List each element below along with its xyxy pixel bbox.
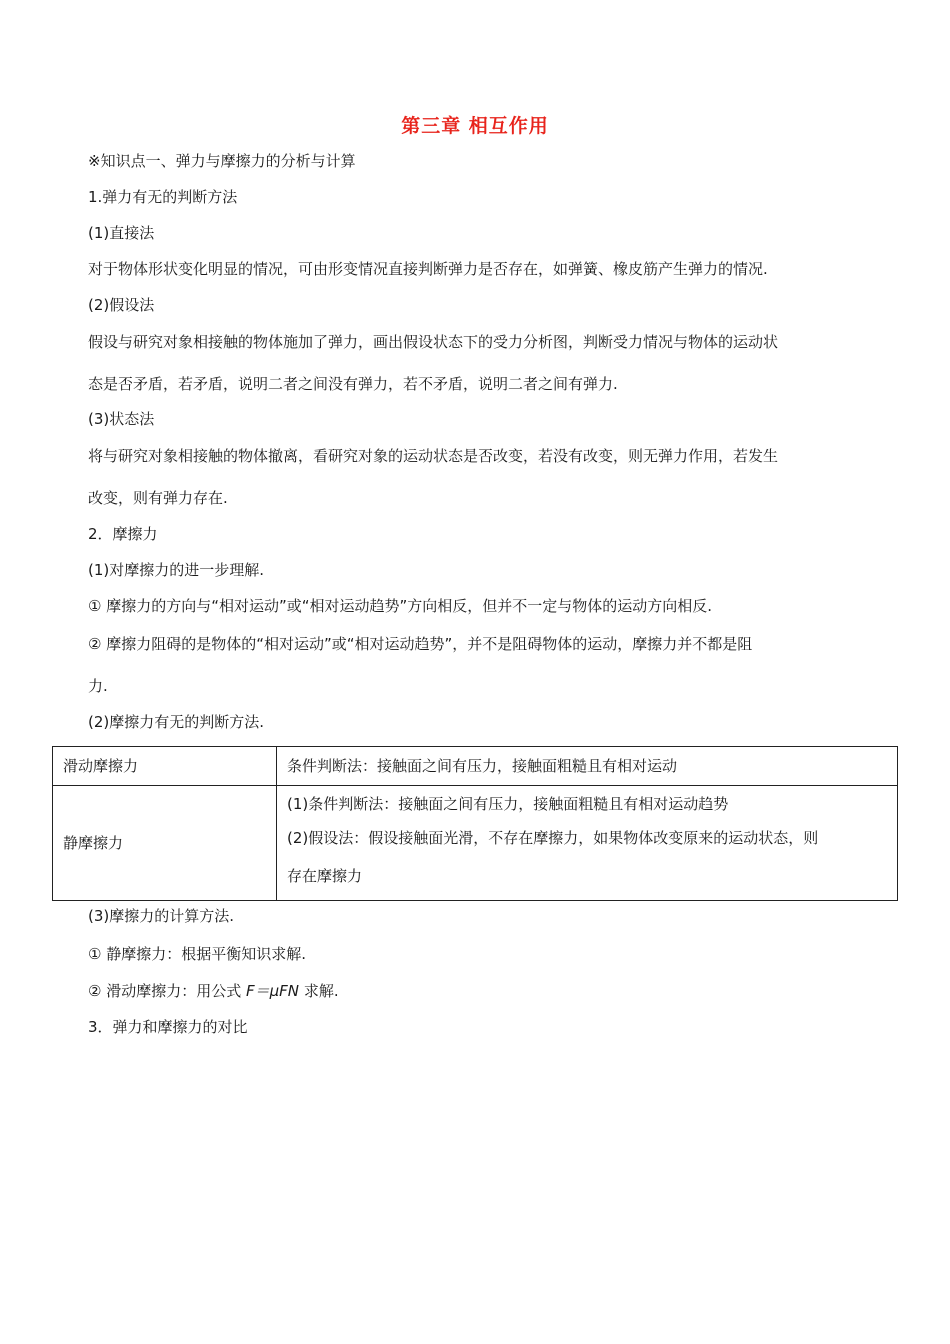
method-assume-text-1: 假设与研究对象相接触的物体施加了弹力，画出假设状态下的受力分析图，判断受力情况与物体的运动状	[88, 333, 779, 351]
friction-point-2-line-1: ② 摩擦力阻碍的是物体的“相对运动”或“相对运动趋势”，并不是阻碍物体的运动，摩擦力并不都是阻	[88, 635, 753, 653]
method-assume-text-2: 态是否矛盾，若矛盾，说明二者之间没有弹力，若不矛盾，说明二者之间有弹力.	[88, 375, 618, 393]
method-state-text-1: 将与研究对象相接触的物体撤离，看研究对象的运动状态是否改变，若没有改变，则无弹力作用，若发生	[88, 447, 779, 465]
static-friction-assume-1: (2)假设法：假设接触面光滑，不存在摩擦力，如果物体改变原来的运动状态，则	[287, 829, 819, 847]
sliding-friction-label: 滑动摩擦力	[63, 757, 139, 775]
friction-judgement-table	[52, 746, 898, 901]
method-direct-heading: (1)直接法	[88, 224, 155, 242]
sliding-friction-condition: 条件判断法：接触面之间有压力，接触面粗糙且有相对运动	[287, 757, 678, 775]
friction-calc-heading: (3)摩擦力的计算方法.	[88, 907, 235, 925]
section-3-heading: 3．弹力和摩擦力的对比	[88, 1018, 248, 1036]
static-friction-condition: (1)条件判断法：接触面之间有压力，接触面粗糙且有相对运动趋势	[287, 795, 729, 813]
section-1-heading: 1.弹力有无的判断方法	[88, 188, 238, 206]
table-cell-static-text	[277, 786, 898, 901]
static-friction-label: 静摩擦力	[63, 834, 124, 852]
friction-judge-heading: (2)摩擦力有无的判断方法.	[88, 713, 265, 731]
method-state-heading: (3)状态法	[88, 410, 155, 428]
sliding-calc-prefix: ② 滑动摩擦力：用公式	[88, 982, 242, 1000]
method-assume-heading: (2)假设法	[88, 296, 155, 314]
method-direct-text: 对于物体形状变化明显的情况，可由形变情况直接判断弹力是否存在，如弹簧、橡皮筋产生弹力的情况.	[88, 260, 768, 278]
sliding-calc-suffix: 求解.	[303, 982, 339, 1000]
static-friction-assume-2: 存在摩擦力	[287, 867, 363, 885]
table-row	[53, 747, 898, 786]
friction-point-2-line-2: 力.	[88, 677, 108, 695]
static-friction-calc: ① 静摩擦力：根据平衡知识求解.	[88, 945, 306, 963]
chapter-title: 第三章 相互作用	[401, 115, 549, 137]
table-row	[53, 786, 898, 901]
friction-understanding-heading: (1)对摩擦力的进一步理解.	[88, 561, 265, 579]
friction-formula: F＝μFN	[246, 982, 300, 1000]
knowledge-point-heading: ※知识点一、弹力与摩擦力的分析与计算	[88, 152, 356, 170]
friction-point-1: ① 摩擦力的方向与“相对运动”或“相对运动趋势”方向相反，但并不一定与物体的运动方向相反.	[88, 597, 713, 615]
table-cell-static-label	[53, 786, 277, 901]
table-cell-sliding-label	[53, 747, 277, 786]
section-2-heading: 2．摩擦力	[88, 525, 158, 543]
table-cell-sliding-text	[277, 747, 898, 786]
sliding-friction-calc	[88, 980, 339, 1002]
method-state-text-2: 改变，则有弹力存在.	[88, 489, 228, 507]
